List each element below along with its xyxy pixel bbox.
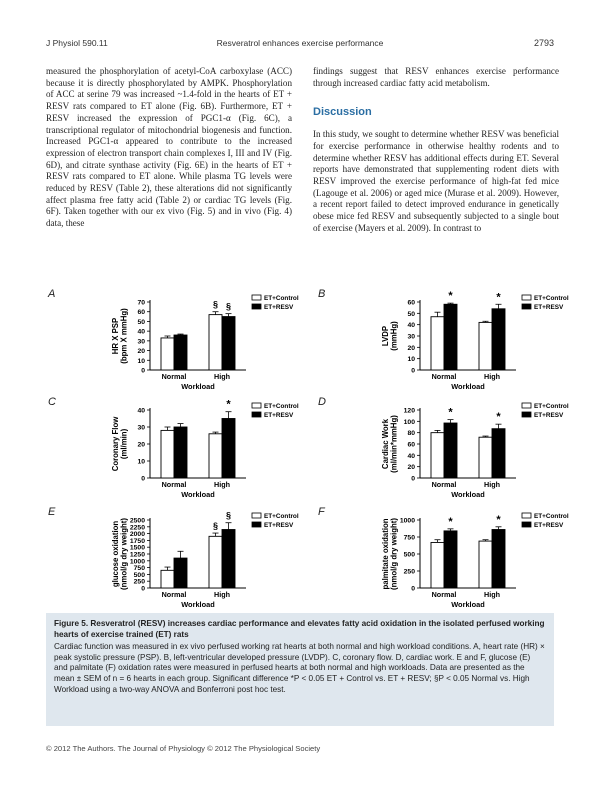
y-axis-label <box>111 518 129 590</box>
y-tick-label: 0 <box>141 585 145 593</box>
y-axis-label-line: (nmol/g dry weight) <box>119 518 129 590</box>
panel-label: E <box>48 506 56 518</box>
bar <box>161 338 174 370</box>
page-number: 2793 <box>533 38 554 48</box>
x-axis-label: Workload <box>181 490 215 499</box>
legend-label: ET+Control <box>534 295 569 302</box>
bar <box>431 433 444 478</box>
legend-label: ET+RESV <box>264 522 294 529</box>
y-tick-label: 10 <box>407 356 415 364</box>
panel-label: D <box>318 396 326 408</box>
bar <box>492 429 505 478</box>
legend-swatch <box>252 403 261 408</box>
right-column <box>313 66 559 234</box>
bar <box>444 304 457 370</box>
bar <box>161 570 174 588</box>
y-axis-label-line: (mmHg) <box>389 321 399 351</box>
caption-title: Figure 5. Resveratrol (RESV) increases cardiac performance and elevates fatty acid oxidation in the isolated perfused working hearts of exercise trained (ET) rats <box>54 619 545 639</box>
legend-swatch <box>522 295 531 300</box>
y-tick-label: 1250 <box>129 551 145 559</box>
panel-label: C <box>48 396 56 408</box>
y-axis-label-line: Coronary Flow <box>111 416 120 472</box>
y-tick-label: 20 <box>137 441 145 449</box>
x-axis-label: Workload <box>451 490 485 499</box>
bar <box>209 536 222 588</box>
journal-header: J Physiol 590.11 <box>46 38 108 48</box>
y-tick-label: 500 <box>133 571 145 579</box>
legend-label: ET+Control <box>264 513 299 520</box>
y-axis-label <box>381 415 399 473</box>
x-tick-label: High <box>484 590 500 599</box>
panel-label: B <box>318 288 326 300</box>
significance-mark: * <box>448 290 453 303</box>
y-tick-label: 70 <box>137 299 145 307</box>
y-axis-label <box>381 518 399 590</box>
x-tick-label: High <box>484 480 500 489</box>
left-column <box>46 66 292 230</box>
bar <box>479 541 492 588</box>
legend-label: ET+RESV <box>534 412 564 419</box>
significance-mark: * <box>496 513 501 526</box>
y-tick-label: 1000 <box>399 517 415 525</box>
left-paragraph: measured the phosphorylation of acetyl-CoA carboxylase (ACC) because it is directly phosphorylated by AMPK. Phosphorylation of ACC at serine 79 was increased ~1.4-fold in the hearts of ET + RESV rats compared to ET alone (Fig. 6B). Furthermore, ET + RESV increased the expression of PGC1-α (Fig. 6C), a transcriptional regulator of mitochondrial biogenesis and function. Increased PGC1-α appeared to contribute to the increased expression of electron transport chain complexes I, III and IV (Fig. 6D), and citrate synthase activity (Fig. 6E) in the hearts of ET + RESV rats compared to ET alone. While plasma TG levels were reduced by RESV (Table 2), these alterations did not significantly affect plasma free fatty acid (Table 2) or cardiac TG levels (Fig. 6F). Taken together with our ex vivo (Fig. 5) and in vivo (Fig. 4) data, these <box>46 66 292 229</box>
chart-b <box>316 288 569 393</box>
x-axis-label: Workload <box>451 600 485 609</box>
bar <box>209 315 222 370</box>
significance-mark: § <box>212 521 219 532</box>
y-tick-label: 30 <box>137 424 145 432</box>
y-tick-label: 2000 <box>129 531 145 539</box>
y-tick-label: 40 <box>137 328 145 336</box>
significance-mark: * <box>226 398 231 411</box>
panel-e <box>46 506 299 611</box>
y-axis-label-line: glucose oxidation <box>111 520 120 588</box>
significance-mark: § <box>225 510 232 521</box>
y-axis-label <box>381 321 399 351</box>
y-tick-label: 60 <box>407 441 415 449</box>
y-tick-label: 1750 <box>129 537 145 545</box>
legend-swatch <box>252 412 261 417</box>
y-tick-label: 30 <box>407 333 415 341</box>
legend-swatch <box>252 522 261 527</box>
y-tick-label: 1000 <box>129 558 145 566</box>
legend-swatch <box>522 412 531 417</box>
bar <box>222 419 235 479</box>
significance-mark: * <box>496 291 501 304</box>
chart-a <box>46 288 299 393</box>
y-tick-label: 10 <box>137 458 145 466</box>
x-tick-label: High <box>214 480 230 489</box>
x-tick-label: Normal <box>431 372 457 381</box>
y-tick-label: 1500 <box>129 544 145 552</box>
y-axis-label-line: (bpm X mmHg) <box>119 308 129 364</box>
y-tick-label: 30 <box>137 338 145 346</box>
right-paragraph-2: In this study, we sought to determine whether RESV was beneficial for exercise performance in otherwise healthy rodents and to determine whether RESV has additional effects during ET. Several reports have demonstrated that supplementing rodent diets with RESV improved the exercise performance of high-fat fed mice (Lagouge et al. 2006) or aged mice (Murase et al. 2009). However, a recent report failed to detect improved endurance in genetically obese mice fed RESV and subsequently subjected to a single bout of exercise (Mayers et al. 2009). In contrast to <box>313 129 559 233</box>
y-tick-label: 0 <box>411 367 415 375</box>
y-tick-label: 0 <box>141 367 145 375</box>
y-tick-label: 2500 <box>129 517 145 525</box>
y-axis-label <box>111 416 129 472</box>
chart-f <box>316 506 569 611</box>
y-axis-label-line: Cardiac Work <box>381 418 390 470</box>
y-axis-label-line: LVDP <box>381 325 390 347</box>
caption-body: Cardiac function was measured in ex vivo perfused working rat hearts at both normal and high workload conditions. A, heart rate (HR) × peak systolic pressure (PSP). B, left-ventricular developed pressure (LVDP). C, coronary flow. D, cardiac work. E and F, glucose (E) and palmitate (F) oxidation rates were measured in perfused hearts at both normal and high workloads. Data are presented as the mean ± SEM of n = 6 hearts in each group. Significant difference *P < 0.05 ET + Control vs. ET + RESV; §P < 0.05 Normal vs. High Workload using a two-way ANOVA and Bonferroni post hoc test. <box>54 642 545 694</box>
y-axis-label-line: palmitate oxidation <box>381 518 390 590</box>
legend-label: ET+RESV <box>534 522 564 529</box>
y-tick-label: 750 <box>133 565 145 573</box>
legend-label: ET+Control <box>264 403 299 410</box>
y-tick-label: 0 <box>411 475 415 483</box>
y-tick-label: 20 <box>407 344 415 352</box>
y-tick-label: 20 <box>137 348 145 356</box>
significance-mark: * <box>496 411 501 424</box>
bar <box>444 423 457 478</box>
running-title: Resveratrol enhances exercise performance <box>216 38 384 48</box>
x-tick-label: Normal <box>161 480 187 489</box>
x-axis-label: Workload <box>181 382 215 391</box>
legend-label: ET+Control <box>534 403 569 410</box>
y-tick-label: 40 <box>407 452 415 460</box>
y-tick-label: 2250 <box>129 524 145 532</box>
y-tick-label: 40 <box>137 407 145 415</box>
legend-swatch <box>522 513 531 518</box>
legend-label: ET+RESV <box>534 304 564 311</box>
chart-c <box>46 396 299 501</box>
y-tick-label: 120 <box>403 407 415 415</box>
panel-d <box>316 396 569 501</box>
y-tick-label: 60 <box>137 309 145 317</box>
y-tick-label: 250 <box>403 568 415 576</box>
bar <box>222 530 235 588</box>
y-tick-label: 0 <box>141 475 145 483</box>
significance-mark: § <box>225 301 232 312</box>
figure-caption <box>46 613 554 726</box>
legend-swatch <box>522 304 531 309</box>
legend-label: ET+Control <box>264 295 299 302</box>
y-tick-label: 20 <box>407 464 415 472</box>
chart-e <box>46 506 299 611</box>
y-tick-label: 60 <box>407 299 415 307</box>
y-axis-label-line: (nmol/g dry weight) <box>389 518 399 590</box>
legend-swatch <box>522 403 531 408</box>
legend-swatch <box>252 295 261 300</box>
y-tick-label: 250 <box>133 578 145 586</box>
x-axis-label: Workload <box>181 600 215 609</box>
y-tick-label: 100 <box>403 418 415 426</box>
chart-d <box>316 396 569 501</box>
bar <box>222 317 235 370</box>
x-tick-label: High <box>214 590 230 599</box>
bar <box>431 542 444 588</box>
bar <box>444 531 457 588</box>
bar <box>492 309 505 370</box>
discussion-heading: Discussion <box>313 106 372 119</box>
significance-mark: § <box>212 299 219 310</box>
y-axis-label-line: (ml/min*mmHg) <box>389 415 399 473</box>
bar <box>174 558 187 588</box>
bar <box>174 427 187 478</box>
x-tick-label: Normal <box>431 480 457 489</box>
x-tick-label: Normal <box>161 590 187 599</box>
y-tick-label: 50 <box>137 318 145 326</box>
legend-swatch <box>252 304 261 309</box>
bar <box>479 322 492 370</box>
significance-mark: * <box>448 406 453 419</box>
bar <box>209 434 222 478</box>
y-tick-label: 750 <box>403 534 415 542</box>
y-axis-label <box>111 308 129 364</box>
legend-swatch <box>252 513 261 518</box>
y-tick-label: 500 <box>403 551 415 559</box>
y-tick-label: 50 <box>407 310 415 318</box>
panel-f <box>316 506 569 611</box>
x-axis-label: Workload <box>451 382 485 391</box>
y-tick-label: 40 <box>407 322 415 330</box>
x-tick-label: Normal <box>161 372 187 381</box>
bar <box>174 335 187 370</box>
figure-5 <box>46 288 569 609</box>
legend-label: ET+RESV <box>264 304 294 311</box>
bar <box>161 430 174 478</box>
panel-c <box>46 396 299 501</box>
y-axis-label-line: (ml/min) <box>119 428 129 460</box>
bar <box>492 530 505 588</box>
x-tick-label: High <box>214 372 230 381</box>
copyright-footer: © 2012 The Authors. The Journal of Physiology © 2012 The Physiological Society <box>46 744 321 753</box>
bar <box>431 317 444 370</box>
legend-label: ET+RESV <box>264 412 294 419</box>
x-tick-label: High <box>484 372 500 381</box>
panel-b <box>316 288 569 393</box>
significance-mark: * <box>448 515 453 528</box>
x-tick-label: Normal <box>431 590 457 599</box>
y-tick-label: 10 <box>137 357 145 365</box>
legend-swatch <box>522 522 531 527</box>
panel-a <box>46 288 299 393</box>
legend-label: ET+Control <box>534 513 569 520</box>
y-tick-label: 80 <box>407 430 415 438</box>
panel-label: A <box>48 288 56 300</box>
right-paragraph-1: findings suggest that RESV enhances exercise performance through increased cardiac fatty acid metabolism. <box>313 66 559 88</box>
bar <box>479 437 492 478</box>
panel-label: F <box>318 506 325 518</box>
y-axis-label-line: HR X PSP <box>111 317 120 355</box>
y-tick-label: 0 <box>411 585 415 593</box>
